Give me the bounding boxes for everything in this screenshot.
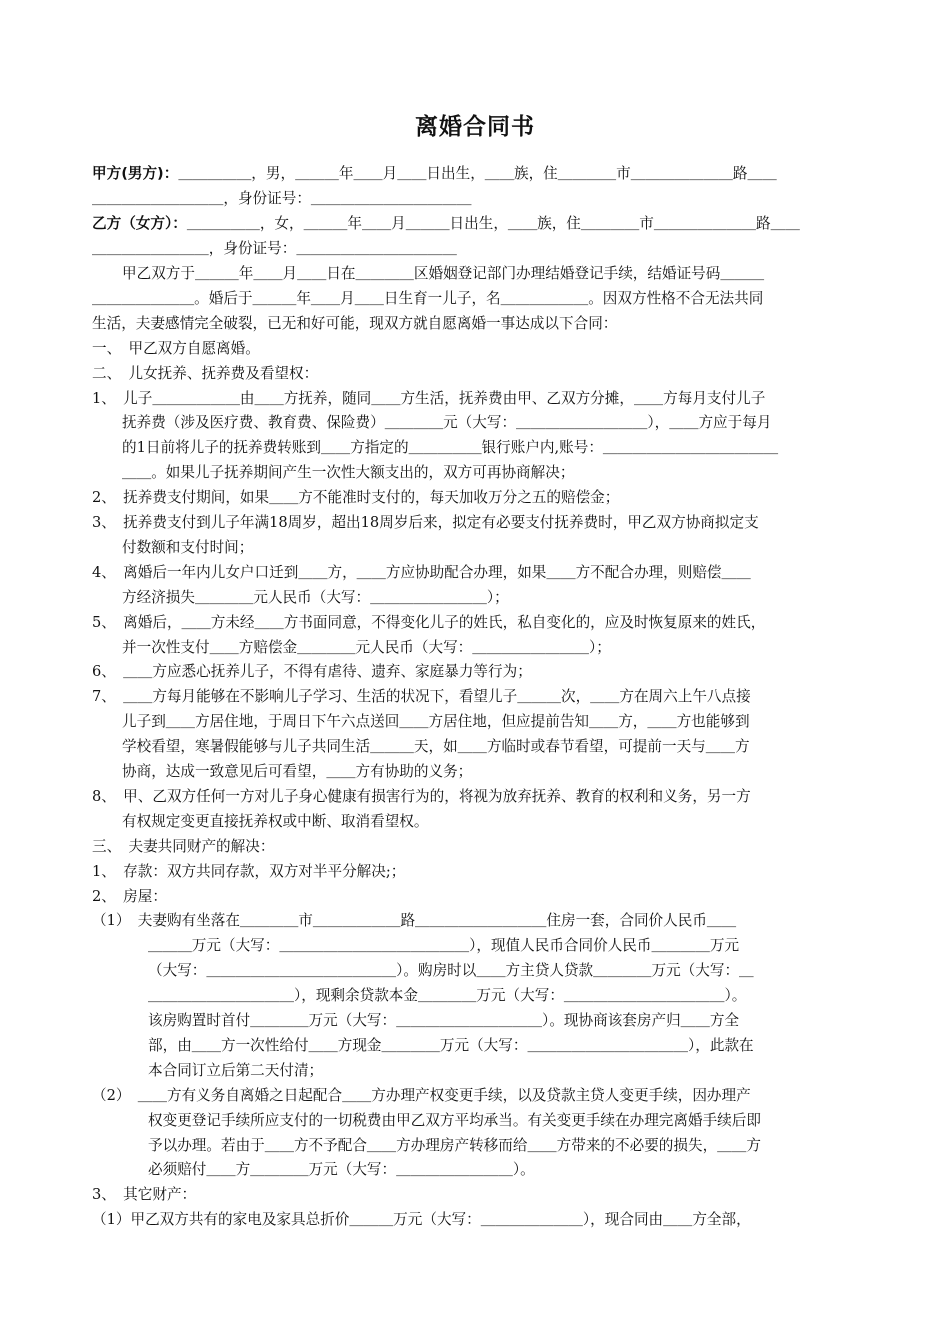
contract-line: 部，由＿＿方一次性给付＿＿方现金＿＿＿＿万元（大写：＿＿＿＿＿＿＿＿＿＿＿），此款在 [148, 1037, 754, 1054]
contract-line: 8、 甲、乙双方任何一方对儿子身心健康有损害行为的，将视为放弃抚养、教育的权利和义务，另一方 [92, 788, 751, 805]
contract-line: （1） 夫妻购有坐落在＿＿＿＿市＿＿＿＿＿＿路＿＿＿＿＿＿＿＿＿住房一套，合同价人民币＿＿ [92, 912, 737, 929]
party-b-id-line: ＿＿＿＿＿＿＿＿，身份证号：＿＿＿＿＿＿＿＿＿＿＿ [92, 240, 457, 257]
contract-line: 并一次性支付＿＿方赔偿金＿＿＿＿元人民币（大写：＿＿＿＿＿＿＿＿）； [122, 639, 611, 656]
contract-line: 7、 ＿＿方每月能够在不影响儿子学习、生活的状况下，看望儿子＿＿＿次，＿＿方在周六上午八点接 [92, 688, 751, 705]
contract-line: 3、 其它财产： [92, 1186, 197, 1203]
contract-line: 付数额和支付时间； [122, 539, 254, 556]
party-a-details: ＿＿＿＿＿，男，＿＿＿年＿＿月＿＿日出生，＿＿族，住＿＿＿＿市＿＿＿＿＿＿＿路＿＿ [178, 165, 777, 182]
contract-line: 予以办理。若由于＿＿方不予配合＿＿方办理房产转移而给＿＿方带来的不必要的损失，＿＿方 [148, 1137, 761, 1154]
contract-line: 该房购置时首付＿＿＿＿万元（大写：＿＿＿＿＿＿＿＿＿＿）。现协商该套房产归＿＿方全 [148, 1012, 740, 1029]
contract-line: 1、 儿子＿＿＿＿＿＿由＿＿方抚养，随同＿＿方生活，抚养费由甲、乙双方分摊，＿＿方每月支付儿子 [92, 390, 766, 407]
contract-line: ＿＿＿＿＿＿＿＿＿＿），现剩余贷款本金＿＿＿＿万元（大写：＿＿＿＿＿＿＿＿＿＿＿）。 [148, 987, 747, 1004]
contract-line: 方经济损失＿＿＿＿元人民币（大写：＿＿＿＿＿＿＿＿）； [122, 589, 509, 606]
contract-line: 5、 离婚后，＿＿方未经＿＿方书面同意，不得变化儿子的姓氏，私自变化的，应及时恢复原来的姓氏， [92, 614, 766, 631]
contract-line: 儿子到＿＿方居住地，于周日下午六点送回＿＿方居住地，但应提前告知＿＿方，＿＿方也能够到 [122, 713, 750, 730]
contract-line: 三、 夫妻共同财产的解决： [92, 838, 275, 855]
contract-line: 有权规定变更直接抚养权或中断、取消看望权。 [122, 813, 429, 830]
contract-line: ＿＿＿万元（大写：＿＿＿＿＿＿＿＿＿＿＿＿＿），现值人民币合同价人民币＿＿＿＿万元 [148, 937, 740, 954]
party-a-id-line: ＿＿＿＿＿＿＿＿＿，身份证号：＿＿＿＿＿＿＿＿＿＿＿ [92, 190, 472, 207]
contract-line: （1）甲乙双方共有的家电及家具总折价＿＿＿万元（大写：＿＿＿＿＿＿＿），现合同由＿＿方全部， [92, 1211, 751, 1228]
party-a-label: 甲方(男方)： [92, 165, 179, 182]
contract-line: （2） ＿＿方有义务自离婚之日起配合＿＿方办理产权变更手续，以及贷款主贷人变更手续，因办理产 [92, 1087, 751, 1104]
party-a-line [92, 164, 777, 184]
contract-line: 必须赔付＿＿方＿＿＿＿万元（大写：＿＿＿＿＿＿＿＿）。 [148, 1161, 535, 1178]
contract-line: （大写：＿＿＿＿＿＿＿＿＿＿＿＿＿）。购房时以＿＿方主贷人贷款＿＿＿＿万元（大写：＿ [148, 962, 754, 979]
contract-line: 一、 甲乙双方自愿离婚。 [92, 340, 260, 357]
contract-line: 生活，夫妻感情完全破裂，已无和好可能，现双方就自愿离婚一事达成以下合同： [92, 315, 618, 332]
contract-line: 1、 存款：双方共同存款，双方对半平分解决;； [92, 863, 406, 880]
contract-line: 3、 抚养费支付到儿子年满18周岁，超出18周岁后来，拟定有必要支付抚养费时，甲乙双方协商拟定支 [92, 514, 759, 531]
contract-line: 6、 ＿＿方应悉心抚养儿子，不得有虐待、遗弃、家庭暴力等行为； [92, 663, 532, 680]
contract-line: 2、 房屋： [92, 888, 167, 905]
contract-line: 4、 离婚后一年内儿女户口迁到＿＿方，＿＿方应协助配合办理，如果＿＿方不配合办理，则赔偿＿＿ [92, 564, 751, 581]
contract-line: 协商，达成一致意见后可看望，＿＿方有协助的义务； [122, 763, 473, 780]
party-b-label: 乙方（女方）： [92, 215, 187, 232]
document-title: 离婚合同书 [415, 114, 535, 140]
contract-line: 二、 儿女抚养、抚养费及看望权： [92, 365, 319, 382]
contract-line: ＿＿。如果儿子抚养期间产生一次性大额支出的，双方可再协商解决； [122, 464, 575, 481]
party-b-line [92, 214, 800, 234]
contract-line: 2、 抚养费支付期间，如果＿＿方不能准时支付的，每天加收万分之五的赔偿金； [92, 489, 620, 506]
contract-line: ＿＿＿＿＿＿＿。婚后于＿＿＿年＿＿月＿＿日生育一儿子，名＿＿＿＿＿＿。因双方性格不合无法共同 [92, 290, 764, 307]
contract-line: 的1日前将儿子的抚养费转账到＿＿方指定的＿＿＿＿＿银行账户内,账号：＿＿＿＿＿＿＿＿＿＿＿＿ [122, 439, 779, 456]
contract-line: 本合同订立后第二天付清； [148, 1062, 324, 1079]
contract-line: 抚养费（涉及医疗费、教育费、保险费）＿＿＿＿元（大写：＿＿＿＿＿＿＿＿＿），＿＿方应于每月 [122, 414, 772, 431]
contract-line: 权变更登记手续所应支付的一切税费由甲乙双方平均承当。有关变更手续在办理完离婚手续后即 [148, 1112, 761, 1129]
contract-line: 甲乙双方于＿＿＿年＿＿月＿＿日在＿＿＿＿区婚姻登记部门办理结婚登记手续，结婚证号码＿＿＿ [122, 265, 765, 282]
party-b-details: ＿＿＿＿＿，女，＿＿＿年＿＿月＿＿＿日出生，＿＿族，住＿＿＿＿市＿＿＿＿＿＿＿路＿＿ [186, 215, 800, 232]
contract-line: 学校看望，寒暑假能够与儿子共同生活＿＿＿天，如＿＿方临时或春节看望，可提前一天与＿＿方 [122, 738, 750, 755]
